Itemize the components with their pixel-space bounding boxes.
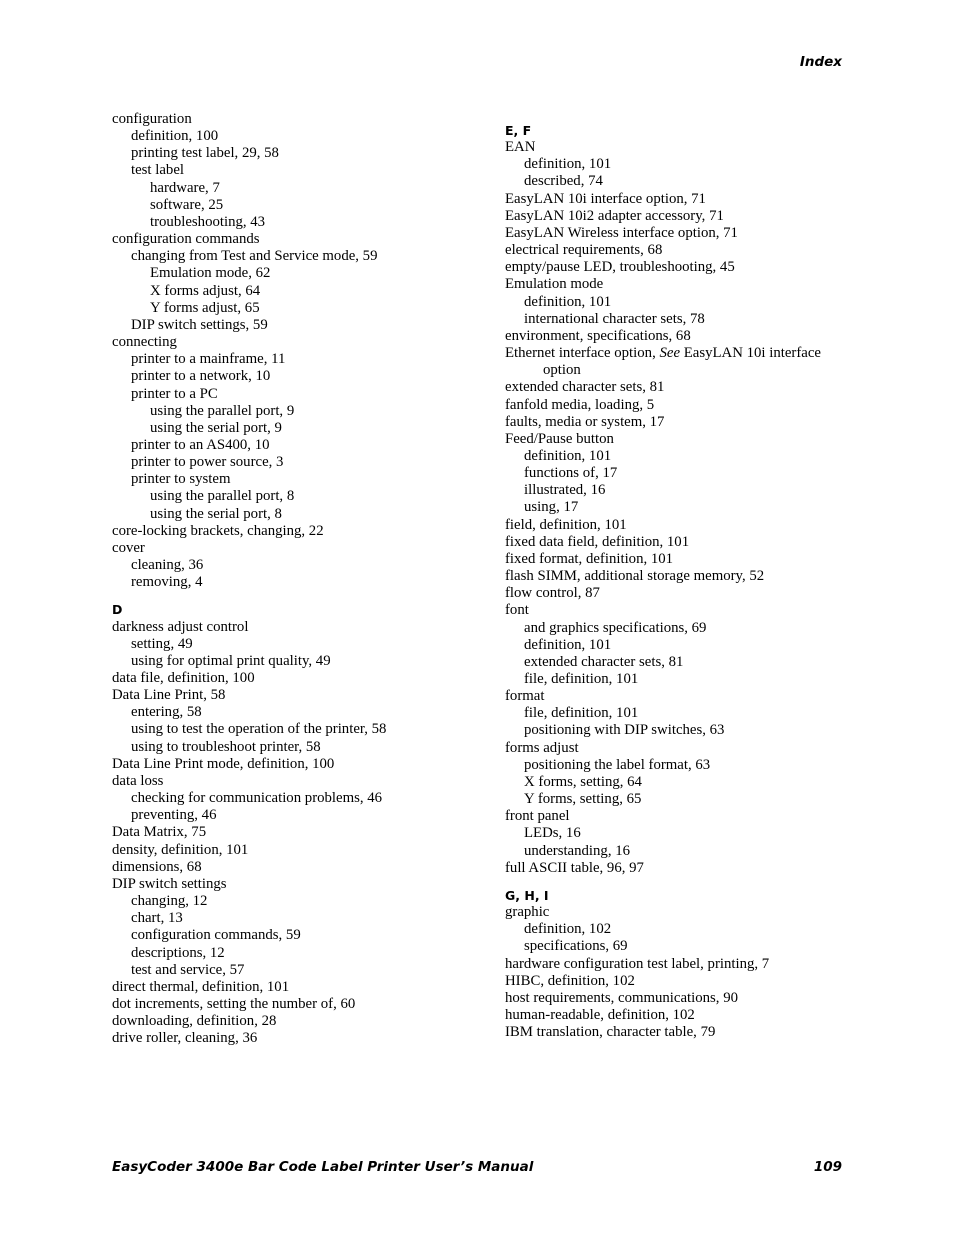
index-entry: cover: [112, 539, 145, 556]
index-subentry: changing from Test and Service mode, 59: [131, 248, 378, 265]
index-entry: Feed/Pause button: [505, 430, 614, 447]
index-subentry: specifications, 69: [524, 938, 628, 955]
index-entry: Data Matrix, 75: [112, 824, 207, 841]
index-subentry: software, 25: [150, 196, 224, 213]
index-subentry: using to test the operation of the printer, 58: [131, 721, 387, 738]
index-subentry: international character sets, 78: [524, 310, 705, 327]
index-subentry: descriptions, 12: [131, 944, 225, 961]
index-subentry: hardware, 7: [150, 179, 220, 196]
index-subentry: using the parallel port, 9: [150, 402, 295, 419]
index-entry: human-readable, definition, 102: [505, 1006, 695, 1023]
index-subentry: Emulation mode, 62: [150, 265, 271, 282]
index-subentry: printer to a network, 10: [131, 368, 271, 385]
index-subentry: described, 74: [524, 173, 603, 190]
index-section-letter: G, H, I: [505, 887, 549, 903]
index-entry: forms adjust: [505, 739, 579, 756]
index-entry: format: [505, 688, 545, 705]
index-entry: configuration commands: [112, 231, 260, 248]
index-entry: EAN: [505, 139, 536, 156]
index-entry-text: Ethernet interface option,: [505, 345, 660, 362]
index-entry: configuration: [112, 111, 192, 127]
index-subentry: using, 17: [524, 499, 579, 516]
index-entry: faults, media or system, 17: [505, 413, 665, 430]
see-target: EasyLAN 10i interface option: [543, 345, 821, 379]
index-subentry: printer to system: [131, 471, 231, 488]
index-subentry: definition, 101: [524, 293, 612, 310]
index-entry: data loss: [112, 772, 164, 789]
index-subentry: test and service, 57: [131, 961, 245, 978]
index-entry: DIP switch settings: [112, 875, 227, 892]
index-subentry: using for optimal print quality, 49: [131, 652, 331, 669]
index-subentry: printer to power source, 3: [131, 454, 284, 471]
index-subentry: using to troubleshoot printer, 58: [131, 738, 321, 755]
index-entry: flow control, 87: [505, 585, 600, 602]
index-column-right: [505, 122, 850, 1041]
index-entry: dimensions, 68: [112, 858, 202, 875]
index-entry: [505, 345, 850, 379]
index-subentry: configuration commands, 59: [131, 927, 301, 944]
index-entry: downloading, definition, 28: [112, 1013, 277, 1030]
index-subentry: understanding, 16: [524, 842, 631, 859]
index-subentry: and graphics specifications, 69: [524, 619, 707, 636]
index-entry: fanfold media, loading, 5: [505, 396, 655, 413]
index-entry: field, definition, 101: [505, 516, 627, 533]
see-reference: See: [659, 345, 681, 362]
index-entry: front panel: [505, 808, 570, 825]
index-subentry: definition, 101: [524, 447, 612, 464]
index-subentry: X forms adjust, 64: [150, 282, 261, 299]
index-section-letter: E, F: [505, 123, 532, 138]
index-subentry: positioning the label format, 63: [524, 756, 711, 773]
index-subentry: definition, 101: [524, 156, 612, 173]
index-subentry: preventing, 46: [131, 807, 217, 824]
index-subentry: X forms, setting, 64: [524, 773, 642, 790]
index-entry: dot increments, setting the number of, 60: [112, 995, 356, 1012]
index-subentry: changing, 12: [131, 893, 208, 910]
index-subentry: checking for communication problems, 46: [131, 790, 383, 807]
index-subentry: using the serial port, 8: [150, 505, 282, 522]
index-entry: fixed format, definition, 101: [505, 550, 674, 567]
index-subentry: using the parallel port, 8: [150, 488, 295, 505]
index-subentry: definition, 101: [524, 636, 612, 653]
index-entry: environment, specifications, 68: [505, 327, 691, 344]
index-subentry: printing test label, 29, 58: [131, 145, 279, 162]
index-subentry: functions of, 17: [524, 465, 618, 482]
index-subentry: entering, 58: [131, 704, 202, 721]
index-subentry: troubleshooting, 43: [150, 213, 266, 230]
index-subentry: file, definition, 101: [524, 671, 639, 687]
index-subentry: extended character sets, 81: [524, 653, 684, 670]
index-subentry: using the serial port, 9: [150, 419, 282, 436]
index-entry: connecting: [112, 334, 177, 351]
index-entry: EasyLAN 10i2 adapter accessory, 71: [505, 207, 724, 224]
index-entry: direct thermal, definition, 101: [112, 978, 290, 995]
index-entry: host requirements, communications, 90: [505, 989, 739, 1006]
index-entry: graphic: [505, 904, 550, 921]
index-subentry: positioning with DIP switches, 63: [524, 722, 725, 739]
index-entry: core-locking brackets, changing, 22: [112, 522, 324, 539]
index-entry: Data Line Print mode, definition, 100: [112, 755, 335, 772]
index-subentry: printer to a mainframe, 11: [131, 351, 286, 368]
index-entry: full ASCII table, 96, 97: [505, 859, 644, 876]
index-entry: flash SIMM, additional storage memory, 52: [505, 568, 765, 585]
index-entry: HIBC, definition, 102: [505, 972, 635, 989]
index-subentry: test label: [131, 162, 185, 179]
index-entry: IBM translation, character table, 79: [505, 1024, 716, 1041]
index-entry: density, definition, 101: [112, 841, 249, 858]
index-subentry: setting, 49: [131, 635, 193, 652]
index-column-left: [112, 111, 492, 1047]
index-subentry: cleaning, 36: [131, 557, 204, 574]
index-entry: fixed data field, definition, 101: [505, 533, 690, 550]
index-entry: EasyLAN 10i interface option, 71: [505, 190, 706, 207]
index-entry: font: [505, 602, 529, 619]
index-subentry: DIP switch settings, 59: [131, 316, 268, 333]
index-subentry: definition, 100: [131, 128, 219, 145]
index-subentry: illustrated, 16: [524, 482, 606, 499]
index-entry: extended character sets, 81: [505, 379, 665, 396]
index-entry: Data Line Print, 58: [112, 687, 226, 704]
index-entry: drive roller, cleaning, 36: [112, 1030, 258, 1047]
index-subentry: file, definition, 101: [524, 705, 639, 722]
index-subentry: LEDs, 16: [524, 825, 581, 842]
index-subentry: Y forms, setting, 65: [524, 791, 642, 808]
index-subentry: definition, 102: [524, 921, 612, 938]
index-subentry: Y forms adjust, 65: [150, 299, 260, 316]
footer-manual-title: EasyCoder 3400e Bar Code Label Printer User’s Manual: [112, 1159, 534, 1175]
index-subentry: chart, 13: [131, 910, 183, 927]
index-subentry: printer to an AS400, 10: [131, 436, 270, 453]
index-entry: EasyLAN Wireless interface option, 71: [505, 224, 738, 241]
footer-page-number: 109: [813, 1159, 842, 1175]
index-subentry: removing, 4: [131, 574, 203, 591]
running-header: Index: [799, 54, 842, 70]
index-entry: hardware configuration test label, printing, 7: [505, 955, 770, 972]
index-section-letter: D: [112, 602, 123, 618]
index-entry: empty/pause LED, troubleshooting, 45: [505, 259, 735, 276]
index-entry: darkness adjust control: [112, 618, 249, 635]
index-entry: electrical requirements, 68: [505, 242, 663, 259]
index-subentry: printer to a PC: [131, 385, 218, 402]
index-entry: Emulation mode: [505, 276, 604, 293]
index-entry: data file, definition, 100: [112, 670, 255, 686]
